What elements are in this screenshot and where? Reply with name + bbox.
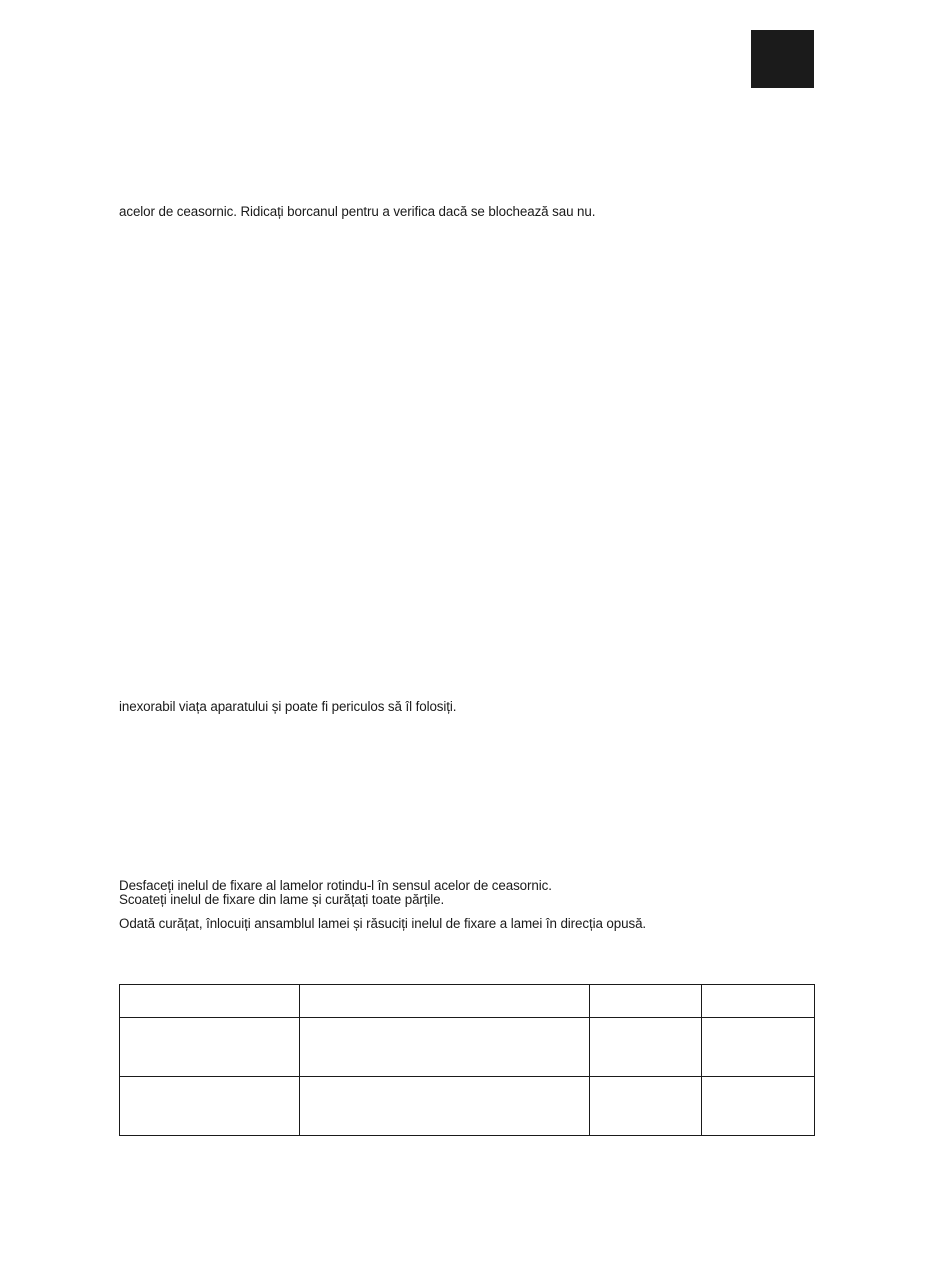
warning-text: inexorabil viața aparatului și poate fi periculos să îl folosiți.	[119, 699, 457, 714]
table-header-cell	[590, 985, 702, 1018]
table-cell	[300, 1018, 590, 1077]
table-row	[120, 1018, 815, 1077]
page-corner-tab	[751, 30, 814, 88]
table-cell	[590, 1018, 702, 1077]
cleaning-step-text: Desfaceți inelul de fixare al lamelor rotindu-l în sensul acelor de ceasornic.	[119, 878, 552, 893]
instruction-text: acelor de ceasornic. Ridicați borcanul pentru a verifica dacă se blochează sau nu.	[119, 204, 596, 219]
table-cell	[120, 1077, 300, 1136]
table-cell	[300, 1077, 590, 1136]
table-cell	[702, 1018, 815, 1077]
cleaning-step-text: Scoateți inelul de fixare din lame și curățați toate părțile.	[119, 892, 445, 907]
table-header-row	[120, 985, 815, 1018]
table-cell	[702, 1077, 815, 1136]
table-cell	[120, 1018, 300, 1077]
cleaning-step-text: Odată curățat, înlocuiți ansamblul lamei și răsuciți inelul de fixare a lamei în direcția opusă.	[119, 916, 647, 931]
table-header-cell	[120, 985, 300, 1018]
table-header-cell	[300, 985, 590, 1018]
table-row	[120, 1077, 815, 1136]
table-cell	[590, 1077, 702, 1136]
table-header-cell	[702, 985, 815, 1018]
spec-table	[119, 984, 815, 1136]
